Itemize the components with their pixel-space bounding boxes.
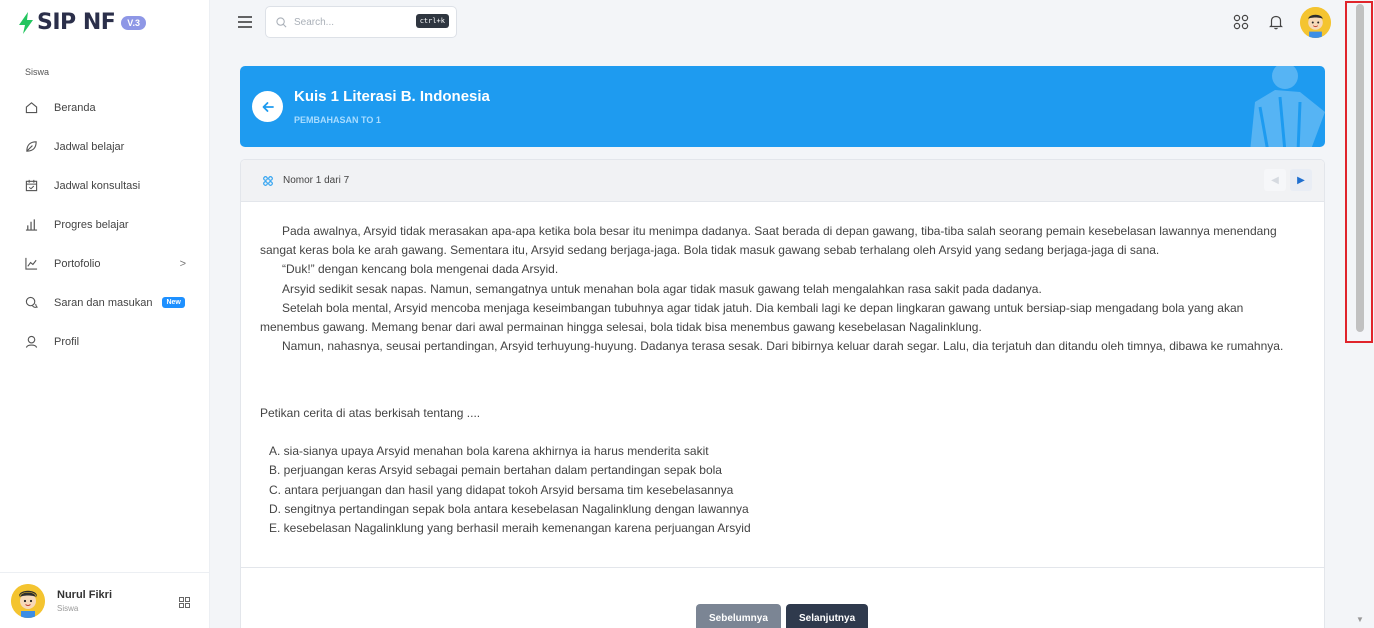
question-prompt: Petikan cerita di atas berkisah tentang .... [260, 406, 481, 420]
sidebar-nav [0, 88, 210, 361]
passage-paragraph: “Duk!” dengan kencang bola mengenai dada Arsyid. [282, 262, 559, 277]
arrow-left-icon [262, 101, 274, 113]
sidebar-item-progres-belajar[interactable] [0, 205, 210, 244]
next-button[interactable]: Selanjutnya [786, 604, 868, 628]
answer-option-b[interactable]: B. perjuangan keras Arsyid sebagai pemain bertahan dalam pertandingan sepak bola [269, 463, 722, 478]
card-divider [241, 567, 1325, 568]
version-badge: V.3 [121, 16, 146, 30]
bell-icon[interactable] [1268, 14, 1284, 30]
sidebar-item-label: Jadwal belajar [54, 140, 125, 153]
sidebar [0, 0, 210, 628]
home-icon [24, 101, 38, 115]
sidebar-item-label: Saran dan masukan [54, 296, 153, 309]
passage-paragraph: Namun, nahasnya, seusai pertandingan, Arsyid terhuyung-huyung. Dadanya terasa sesak. Dari bibirnya keluar darah segar. Lalu, dia terjatuh dan ditandu oleh timnya, dibawa ke rumahnya. [282, 339, 1284, 354]
sidebar-item-portofolio[interactable] [0, 244, 210, 283]
question-pager [1264, 169, 1312, 191]
sidebar-item-beranda[interactable] [0, 88, 210, 127]
scrollbar-highlight-box [1345, 1, 1373, 343]
apps-icon[interactable] [1233, 14, 1249, 30]
previous-button[interactable]: Sebelumnya [696, 604, 781, 628]
answer-option-e[interactable]: E. kesebelasan Nagalinklung yang berhasil meraih kemenangan karena perjuangan Arsyid [269, 521, 751, 536]
sidebar-item-profil[interactable] [0, 322, 210, 361]
caret-left-icon: ◀ [1271, 174, 1279, 186]
sidebar-section-label: Siswa [25, 67, 50, 77]
avatar [11, 584, 45, 618]
apps-icon [263, 176, 273, 186]
search-icon [276, 17, 287, 28]
user-name: Nurul Fikri [57, 588, 113, 601]
sidebar-item-jadwal-belajar[interactable] [0, 127, 210, 166]
chat-icon [24, 296, 38, 310]
sidebar-item-label: Beranda [54, 101, 96, 114]
calendar-icon [24, 179, 38, 193]
person-illustration-icon [1230, 66, 1325, 147]
search-placeholder: Search... [294, 16, 335, 28]
logo-text: SIP NF [37, 10, 116, 35]
sidebar-item-label: Profil [54, 335, 80, 348]
bolt-icon [18, 12, 34, 34]
answer-options [269, 442, 751, 538]
previous-question-button[interactable] [1264, 169, 1286, 191]
sidebar-item-saran[interactable] [0, 283, 210, 322]
user-role: Siswa [57, 603, 79, 613]
passage-paragraph: Setelah bola mental, Arsyid mencoba menjaga keseimbangan tubuhnya agar tidak jatuh. Dia kembali lagi ke depan lingkaran gawang untuk bersiap-siap mengadang bola yang akan menembus gawang. Memang benar dari awal permainan hingga selesai, bola tidak bisa menembus gawang kesebelasan Nagalinklung. [260, 300, 1244, 335]
back-button[interactable] [252, 91, 283, 122]
question-card [240, 159, 1325, 628]
next-question-button[interactable] [1290, 169, 1312, 191]
user-profile[interactable] [0, 572, 210, 628]
grid-menu-icon[interactable] [179, 595, 190, 613]
page-title: Kuis 1 Literasi B. Indonesia [294, 88, 490, 105]
answer-option-c[interactable]: C. antara perjuangan dan hasil yang didapat tokoh Arsyid bersama tim kesebelasannya [269, 482, 734, 497]
search-shortcut: ctrl+k [416, 14, 449, 28]
answer-option-a[interactable]: A. sia-sianya upaya Arsyid menahan bola karena akhirnya ia harus menderita sakit [269, 444, 709, 458]
passage-paragraph: Pada awalnya, Arsyid tidak merasakan apa-apa ketika bola besar itu menimpa dadanya. Saat berada di depan gawang, tiba-tiba salah seorang pemain kesebelasan lawannya menendang sangat keras bola ke arah gawang. Sementara itu, Arsyid sedang berjaga-jaga. Bola tidak masuk gawang sebab terhalang oleh Arsyid yang sedang berjaga-jaga di sana. [260, 224, 1277, 258]
answer-option-d[interactable]: D. sengitnya pertandingan sepak bola antara kesebelasan Nagalinklung dengan lawannya [269, 501, 749, 516]
quiz-header-banner [240, 66, 1325, 147]
sidebar-item-label: Progres belajar [54, 218, 129, 231]
user-icon [24, 335, 38, 349]
new-badge: New [162, 297, 184, 308]
leaf-icon [24, 140, 38, 154]
question-passage [260, 222, 1300, 356]
page-subtitle: PEMBAHASAN TO 1 [294, 115, 381, 125]
sidebar-item-label: Portofolio [54, 257, 101, 270]
header-avatar[interactable] [1300, 7, 1331, 38]
search-input[interactable] [265, 6, 457, 38]
hamburger-menu-icon[interactable] [238, 16, 252, 28]
line-chart-icon [24, 257, 38, 271]
question-counter: Nomor 1 dari 7 [283, 175, 350, 186]
passage-paragraph: Arsyid sedikit sesak napas. Namun, semangatnya untuk menahan bola agar tidak masuk gawang telah mengalahkan rasa sakit pada dadanya. [282, 281, 1042, 296]
sidebar-item-label: Jadwal konsultasi [54, 179, 141, 192]
scroll-down-arrow-icon[interactable]: ▼ [1356, 615, 1364, 624]
app-logo[interactable] [18, 10, 146, 35]
chevron-right-icon: > [179, 257, 186, 270]
question-card-header [241, 160, 1324, 202]
bar-chart-icon [24, 218, 38, 232]
sidebar-item-jadwal-konsultasi[interactable] [0, 166, 210, 205]
caret-right-icon: ▶ [1297, 174, 1305, 186]
user-info [57, 589, 112, 613]
